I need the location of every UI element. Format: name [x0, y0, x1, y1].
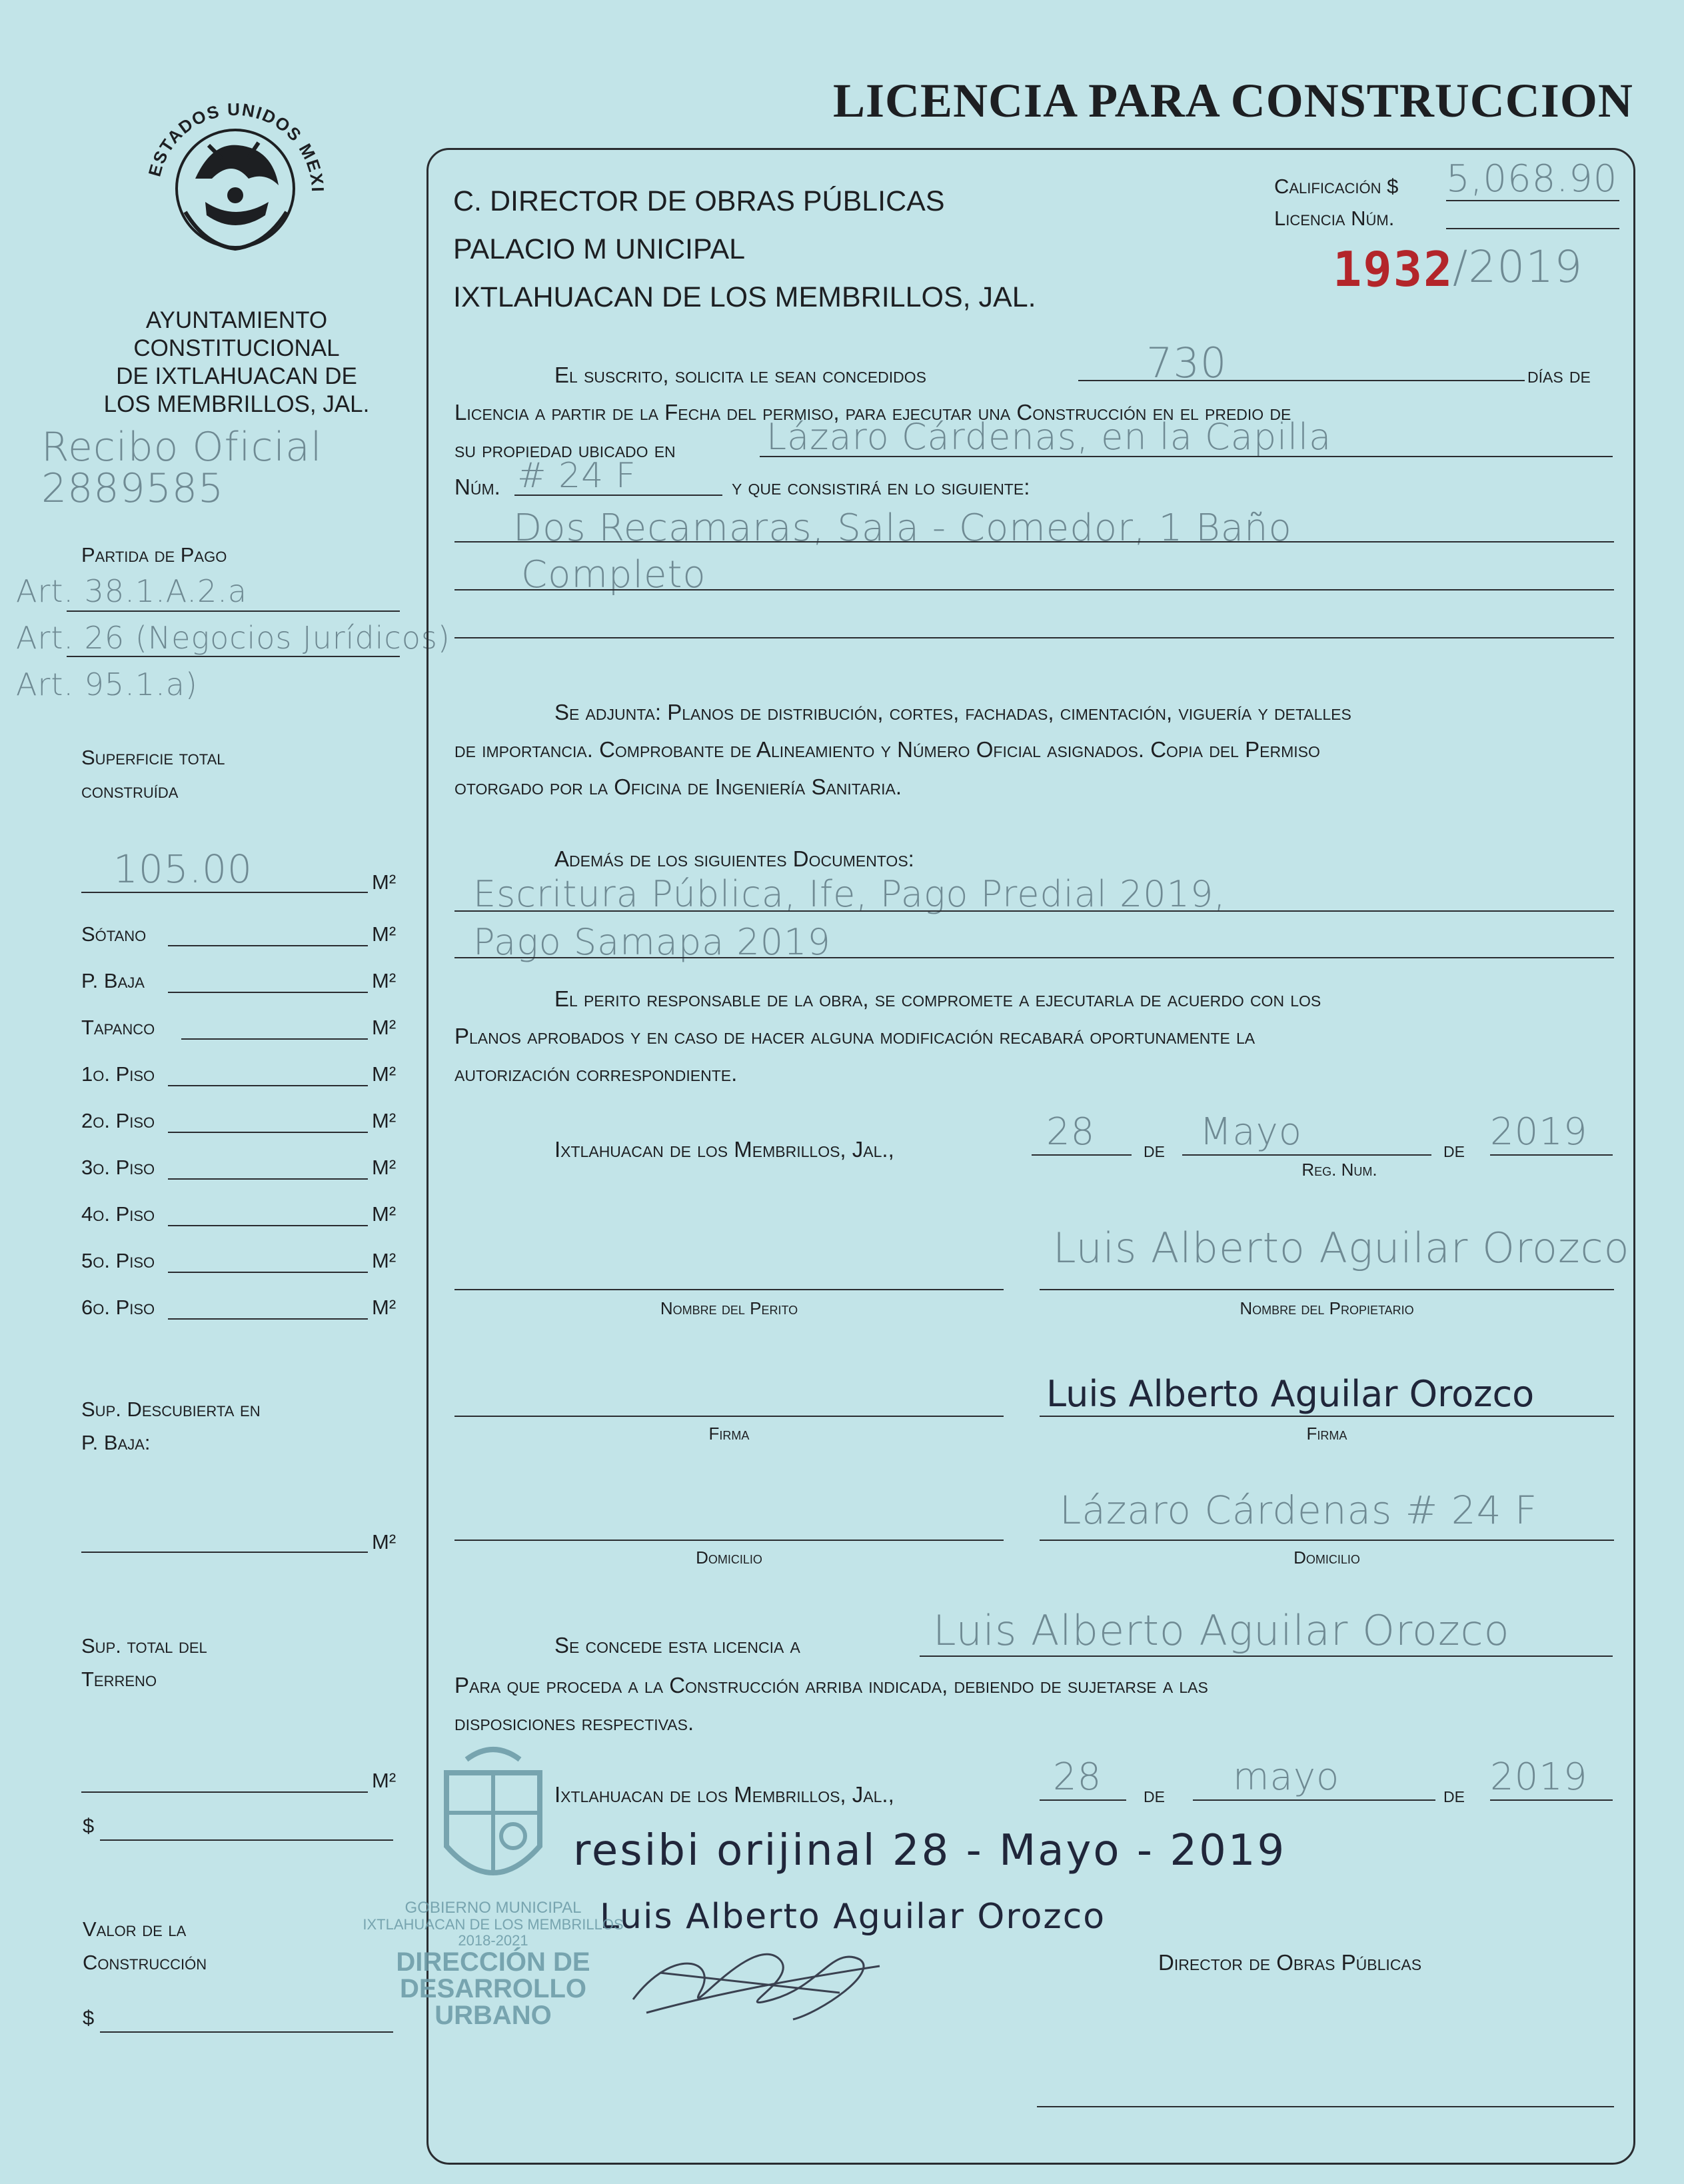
unit-m2: M²: [372, 1062, 397, 1086]
sup-total-line: [81, 1791, 368, 1793]
unit-m2: M²: [372, 1156, 397, 1179]
sup-total-label: [81, 1630, 207, 1696]
month-value: Mayo: [1200, 1110, 1303, 1154]
floor-label: Sótano: [81, 922, 147, 946]
concede-line: [920, 1655, 1613, 1657]
stamp-line: 2018-2021: [458, 1932, 528, 1949]
propietario-name-line: [1040, 1289, 1614, 1290]
addressee-line: PALACIO M UNICIPAL: [453, 233, 746, 265]
calificacion-label: Calificación $: [1274, 175, 1399, 198]
day-value: 28: [1053, 1755, 1102, 1799]
num-line: [514, 495, 722, 496]
ayuntamiento-line: AYUNTAMIENTO: [145, 307, 328, 333]
director-signature-scribble: [620, 1919, 900, 2033]
de-text: de: [1144, 1137, 1165, 1162]
floor-label: 5o. Piso: [81, 1249, 155, 1272]
day-line: [1032, 1154, 1132, 1156]
director-signature-line: [1037, 2106, 1614, 2107]
propietario-domicilio-label: Domicilio: [1293, 1548, 1360, 1568]
de-text: de: [1144, 1782, 1165, 1807]
floor-label: P. Baja: [81, 969, 145, 992]
unit-m2: M²: [372, 922, 397, 946]
recibo-number: 2889585: [41, 465, 225, 512]
unit-m2: M²: [372, 1109, 397, 1132]
propietario-firma-line: [1040, 1416, 1614, 1417]
floor-line: [168, 1132, 368, 1133]
addressee-line: IXTLAHUACAN DE LOS MEMBRILLOS, JAL.: [453, 281, 1036, 313]
dollar-sign: $: [83, 2006, 95, 2029]
propietario-firma-label: Firma: [1306, 1424, 1347, 1444]
year-line: [1490, 1799, 1613, 1801]
svg-text:ESTADOS UNIDOS MEXICANOS: [132, 79, 328, 193]
ayuntamiento-line: LOS MEMBRILLOS, JAL.: [103, 391, 370, 417]
adjunta-text: de importancia. Comprobante de Alineamiento y Número Oficial asignados. Copia del Permiso: [454, 737, 1320, 762]
calificacion-line: [1446, 200, 1619, 201]
municipal-stamp: [347, 1746, 640, 2029]
propietario-signature: Luis Alberto Aguilar Orozco: [1046, 1373, 1535, 1415]
licencia-line: [1446, 228, 1619, 229]
perito-domicilio-label: Domicilio: [696, 1548, 762, 1568]
description-rule: [454, 637, 1614, 638]
perito-firma-line: [454, 1416, 1004, 1417]
eagle-seal-icon: [132, 79, 339, 279]
unit-m2: M²: [372, 969, 397, 992]
description-line: Dos Recamaras, Sala - Comedor, 1 Baño: [513, 507, 1292, 550]
floor-line: [168, 1178, 368, 1180]
recibi-signature: Luis Alberto Aguilar Orozco: [600, 1897, 1106, 1937]
dollar-line: [100, 2031, 393, 2033]
num-value: # 24 F: [517, 456, 636, 496]
ayuntamiento-block: [80, 307, 393, 419]
partida-label: Partida de Pago: [81, 543, 227, 566]
perito-text: El perito responsable de la obra, se compromete a ejecutarla de acuerdo con los: [554, 986, 1321, 1011]
floor-label: 6o. Piso: [81, 1296, 155, 1319]
stamp-line: DIRECCIÓN DE: [396, 1947, 590, 1977]
adjunta-text: otorgado por la Oficina de Ingeniería Sanitaria.: [454, 774, 902, 799]
documents-line: Escritura Pública, Ife, Pago Predial 2019,: [473, 873, 1226, 915]
partida-line: [67, 610, 400, 612]
municipal-shield-icon: [433, 1746, 553, 1899]
perito-text: autorización correspondiente.: [454, 1061, 738, 1086]
floor-label: 3o. Piso: [81, 1156, 155, 1179]
year-line: [1490, 1154, 1613, 1156]
document-title: LICENCIA PARA CONSTRUCCION: [833, 74, 1633, 127]
sup-descubierta-line: P. Baja:: [81, 1431, 151, 1454]
predio-line: [760, 456, 1613, 457]
de-text: de: [1443, 1782, 1465, 1807]
concede-value: Luis Alberto Aguilar Orozco: [933, 1606, 1510, 1655]
addressee-line: C. DIRECTOR DE OBRAS PÚBLICAS: [453, 185, 945, 217]
day-value: 28: [1046, 1110, 1096, 1154]
concede-text: Se concede esta licencia a: [554, 1633, 800, 1657]
perito-text: Planos aprobados y en caso de hacer alguna modificación recabará oportunamente la: [454, 1024, 1256, 1048]
perito-firma-label: Firma: [708, 1424, 750, 1444]
adjunta-text: Se adjunta: Planos de distribución, cortes, fachadas, cimentación, viguería y detalles: [554, 700, 1351, 724]
year-value: 2019: [1490, 1110, 1588, 1154]
floor-line: [168, 1318, 368, 1320]
stamp-line: DESARROLLO: [400, 1974, 586, 2003]
licencia-label: Licencia Núm.: [1274, 207, 1395, 230]
superficie-label: [81, 741, 225, 808]
floor-label: Tapanco: [81, 1016, 155, 1039]
superficie-line: [81, 892, 368, 893]
solicita-text: El suscrito, solicita le sean concedidos: [554, 363, 926, 387]
documents-rule: [454, 910, 1614, 912]
sup-descubierta-label: [81, 1393, 261, 1460]
floor-label: 1o. Piso: [81, 1062, 155, 1086]
superficie-label-line: construída: [81, 779, 179, 802]
propietario-domicilio-line: [1040, 1540, 1614, 1541]
dollar-sign: $: [83, 1814, 95, 1837]
licencia-number: 1932: [1333, 241, 1454, 297]
ayuntamiento-line: DE IXTLAHUACAN DE: [116, 363, 357, 389]
floor-line: [168, 945, 368, 946]
floor-label: 2o. Piso: [81, 1109, 155, 1132]
calificacion-value: 5,068.90: [1446, 157, 1618, 201]
partida-entry: Art. 95.1.a): [16, 666, 198, 702]
unit-m2: M²: [372, 1769, 397, 1792]
sup-total-line: Sup. total del: [81, 1634, 207, 1657]
documents-line: Pago Samapa 2019: [473, 921, 831, 963]
seal-text: ESTADOS UNIDOS MEXI: [144, 99, 329, 193]
domicilio-value: Lázaro Cárdenas # 24 F: [1060, 1488, 1538, 1533]
de-text: de: [1443, 1137, 1465, 1162]
place-text: Ixtlahuacan de los Membrillos, Jal.,: [554, 1782, 894, 1807]
floor-label: 4o. Piso: [81, 1202, 155, 1226]
superficie-value: 105.00: [113, 846, 253, 892]
licencia-text: Licencia a partir de la Fecha del permiso, para ejecutar una Construcción en el predio de: [454, 400, 1291, 425]
licencia-year: /2019: [1453, 241, 1583, 293]
sup-descubierta-line: Sup. Descubierta en: [81, 1398, 261, 1421]
concede-text: disposiciones respectivas.: [454, 1710, 694, 1735]
floor-line: [168, 1225, 368, 1226]
ubicado-text: su propiedad ubicado en: [454, 437, 676, 462]
floor-line: [168, 1085, 368, 1086]
stamp-line: URBANO: [434, 2001, 552, 2030]
valor-label: [83, 1913, 207, 1979]
floor-line: [181, 1038, 368, 1040]
perito-name-label: Nombre del Perito: [660, 1298, 798, 1318]
num-label: Núm.: [454, 475, 500, 499]
perito-name-line: [454, 1289, 1004, 1290]
place-text: Ixtlahuacan de los Membrillos, Jal.,: [554, 1137, 894, 1162]
month-line: [1193, 1799, 1435, 1801]
propietario-name-label: Nombre del Propietario: [1240, 1298, 1414, 1318]
unit-m2: M²: [372, 1296, 397, 1319]
month-value: mayo: [1233, 1755, 1340, 1799]
description-line: Completo: [521, 553, 706, 596]
unit-m2: M²: [372, 1530, 397, 1554]
unit-m2: M²: [372, 870, 397, 894]
valor-line: Valor de la: [83, 1917, 187, 1941]
unit-m2: M²: [372, 1202, 397, 1226]
dias-value: 730: [1146, 339, 1228, 387]
recibo-label: Recibo Oficial: [41, 424, 323, 471]
sup-total-line: Terreno: [81, 1667, 157, 1691]
description-rule: [454, 589, 1614, 590]
partida-line: [67, 656, 400, 657]
propietario-name: Luis Alberto Aguilar Orozco: [1053, 1224, 1630, 1272]
ademas-text: Además de los siguientes Documentos:: [554, 846, 914, 871]
concede-text: Para que proceda a la Construcción arriba indicada, debiendo de sujetarse a las: [454, 1673, 1208, 1697]
superficie-label-line: Superficie total: [81, 746, 225, 769]
coat-of-arms-seal: [132, 79, 339, 279]
perito-domicilio-line: [454, 1540, 1004, 1541]
unit-m2: M²: [372, 1249, 397, 1272]
floor-line: [168, 1272, 368, 1273]
description-rule: [454, 541, 1614, 543]
month-line: [1182, 1154, 1431, 1156]
dias-label: días de: [1527, 363, 1591, 387]
unit-m2: M²: [372, 1016, 397, 1039]
stamp-line: GOBIERNO MUNICIPAL: [405, 1899, 582, 1917]
recibo-oficial: [41, 424, 323, 512]
director-label: Director de Obras Públicas: [1158, 1950, 1422, 1975]
addressee: [453, 177, 1036, 321]
partida-entry: Art. 38.1.A.2.a: [16, 573, 248, 609]
documents-rule: [454, 957, 1614, 958]
stamp-line: IXTLAHUACAN DE LOS MEMBRILLOS: [363, 1916, 624, 1933]
reg-num-label: Reg. Num.: [1301, 1160, 1377, 1180]
floor-line: [168, 992, 368, 993]
recibi-note: resibi orijinal 28 - Mayo - 2019: [573, 1826, 1287, 1875]
ayuntamiento-line: CONSTITUCIONAL: [133, 335, 340, 361]
valor-line: Construcción: [83, 1951, 207, 1974]
day-line: [1040, 1799, 1126, 1801]
consistira-text: y que consistirá en lo siguiente:: [732, 475, 1030, 499]
year-value: 2019: [1490, 1755, 1588, 1799]
partida-entry: Art. 26 (Negocios Jurídicos): [16, 620, 450, 656]
dias-line: [1078, 380, 1525, 381]
predio-value: Lázaro Cárdenas, en la Capilla: [766, 416, 1332, 458]
sup-descubierta-line: [81, 1552, 368, 1553]
